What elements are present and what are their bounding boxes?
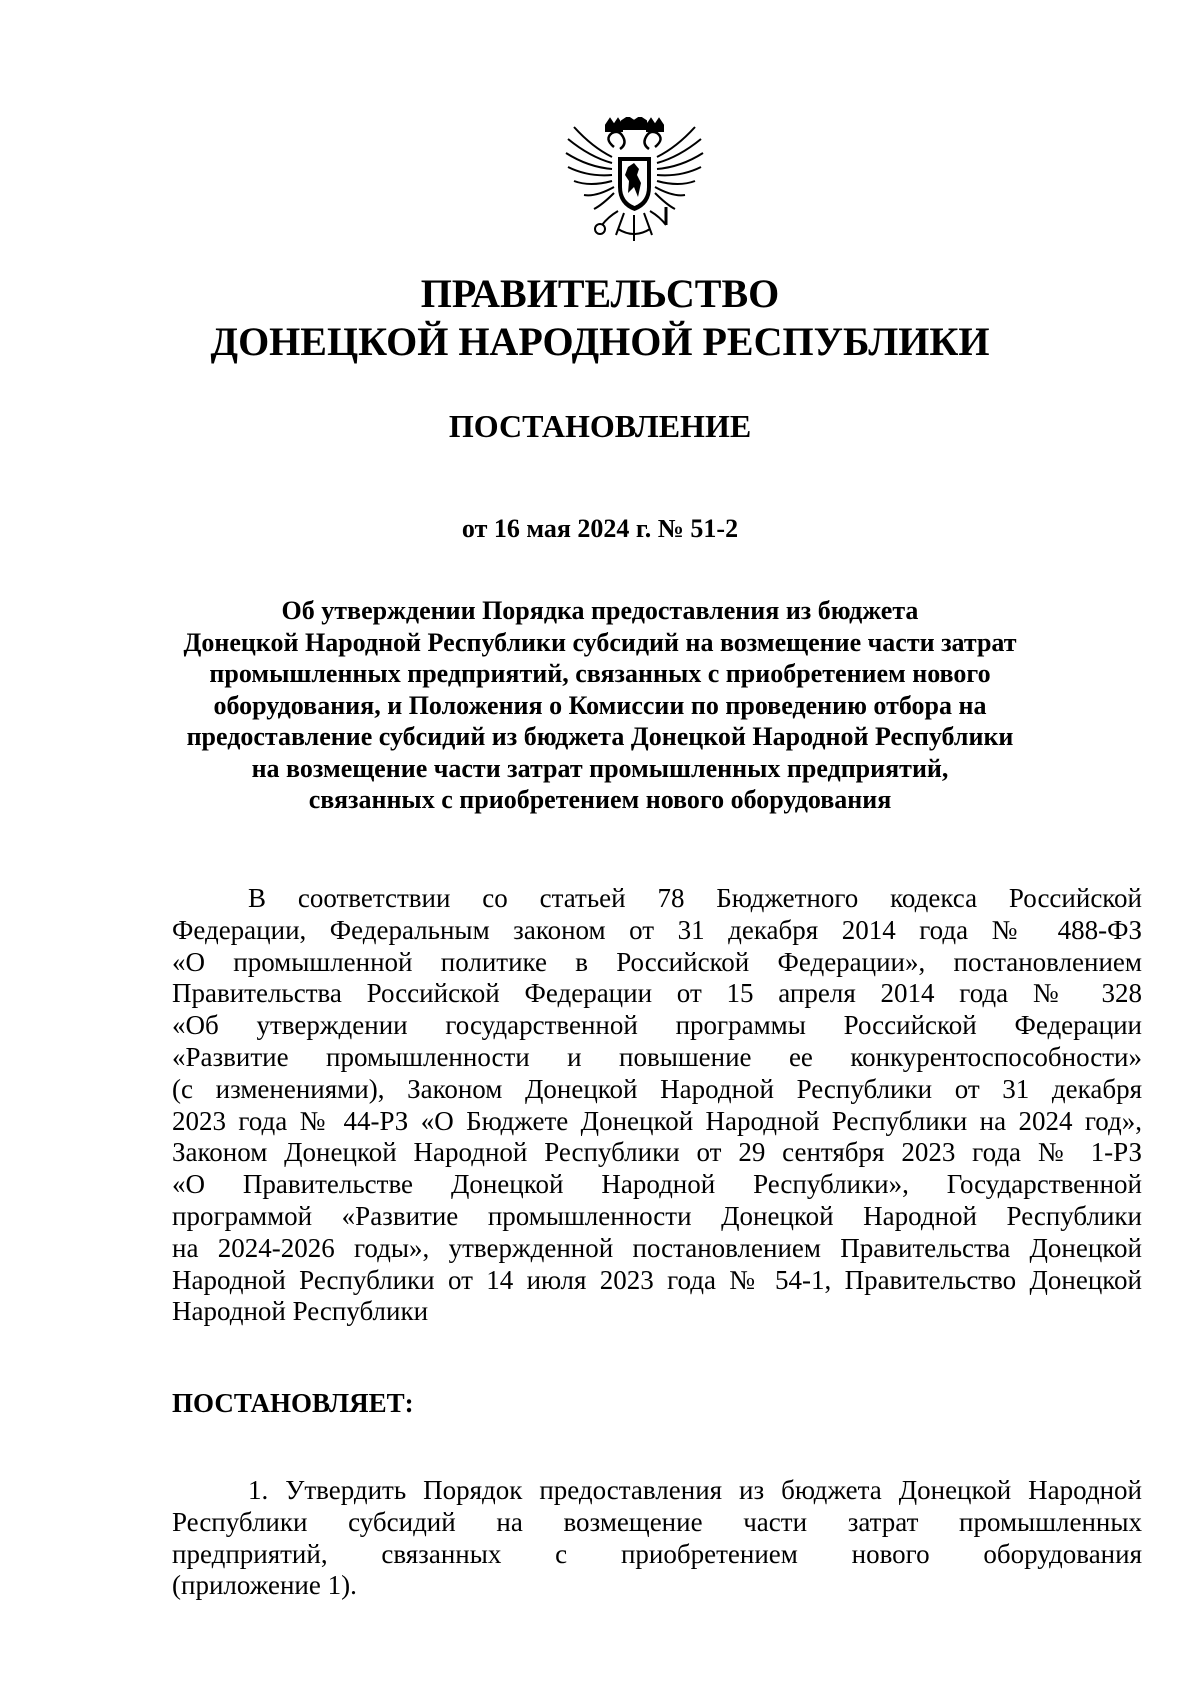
title-line: оборудования, и Положения о Комиссии по проведению отбора на [213,690,987,720]
preamble-line: Народной Республики [172,1296,429,1327]
clause-line: (приложение 1). [172,1570,357,1601]
preamble-line: (с изменениями), Законом Донецкой Народной Республики от 31 декабря [172,1073,1142,1104]
clause-line: Республики субсидий на возмещение части затрат промышленных [172,1506,1142,1537]
organization-line-1: ПРАВИТЕЛЬСТВО [420,271,780,316]
organization-line-2: ДОНЕЦКОЙ НАРОДНОЙ РЕСПУБЛИКИ [210,319,990,364]
organization-name [0,270,1200,366]
title-line: на возмещение части затрат промышленных предприятий, [251,753,949,783]
preamble-line: программой «Развитие промышленности Донецкой Народной Республики [172,1200,1142,1231]
preamble-line: Народной Республики от 14 июля 2023 года № 54-1, Правительство Донецкой [172,1264,1142,1295]
resolves-heading: ПОСТАНОВЛЯЕТ: [172,1388,414,1418]
title-line: связанных с приобретением нового оборудования [308,785,892,814]
preamble-paragraph [172,883,1142,1328]
preamble-line: 2023 года № 44-РЗ «О Бюджете Донецкой Народной Республики на 2024 год», [172,1105,1142,1136]
preamble-line: В соответствии со статьей 78 Бюджетного кодекса Российской [248,883,1142,913]
title-line: промышленных предприятий, связанных с приобретением нового [209,659,991,688]
preamble-line: «Об утверждении государственной программы Российской Федерации [172,1010,1142,1041]
title-line: Об утверждении Порядка предоставления из бюджета [281,596,919,625]
preamble-line: Правительства Российской Федерации от 15 апреля 2014 года № 328 [172,978,1142,1009]
preamble-line: на 2024-2026 годы», утвержденной постановлением Правительства Донецкой [172,1232,1142,1263]
title-line: предоставление субсидий из бюджета Донецкой Народной Республики [186,722,1014,751]
title-line: Донецкой Народной Республики субсидий на возмещение части затрат [183,627,1017,657]
coat-of-arms-icon [562,117,707,253]
clause-line: предприятий, связанных с приобретением нового оборудования [172,1538,1142,1569]
preamble-line: Законом Донецкой Народной Республики от 29 сентября 2023 года № 1-РЗ [172,1137,1142,1168]
preamble-line: «О промышленной политике в Российской Федерации», постановлением [172,946,1142,977]
preamble-line: «Развитие промышленности и повышение ее конкурентоспособности» [172,1041,1142,1072]
clause-line: 1. Утвердить Порядок предоставления из бюджета Донецкой Народной [248,1475,1142,1505]
document-title [120,595,1080,816]
preamble-line: Федерации, Федеральным законом от 31 декабря 2014 года № 488-ФЗ [172,914,1142,945]
clause-1 [172,1475,1142,1602]
document-date-number: от 16 мая 2024 г. № 51-2 [461,514,739,543]
preamble-line: «О Правительстве Донецкой Народной Республики», Государственной [172,1169,1142,1200]
document-type: ПОСТАНОВЛЕНИЕ [448,408,752,444]
